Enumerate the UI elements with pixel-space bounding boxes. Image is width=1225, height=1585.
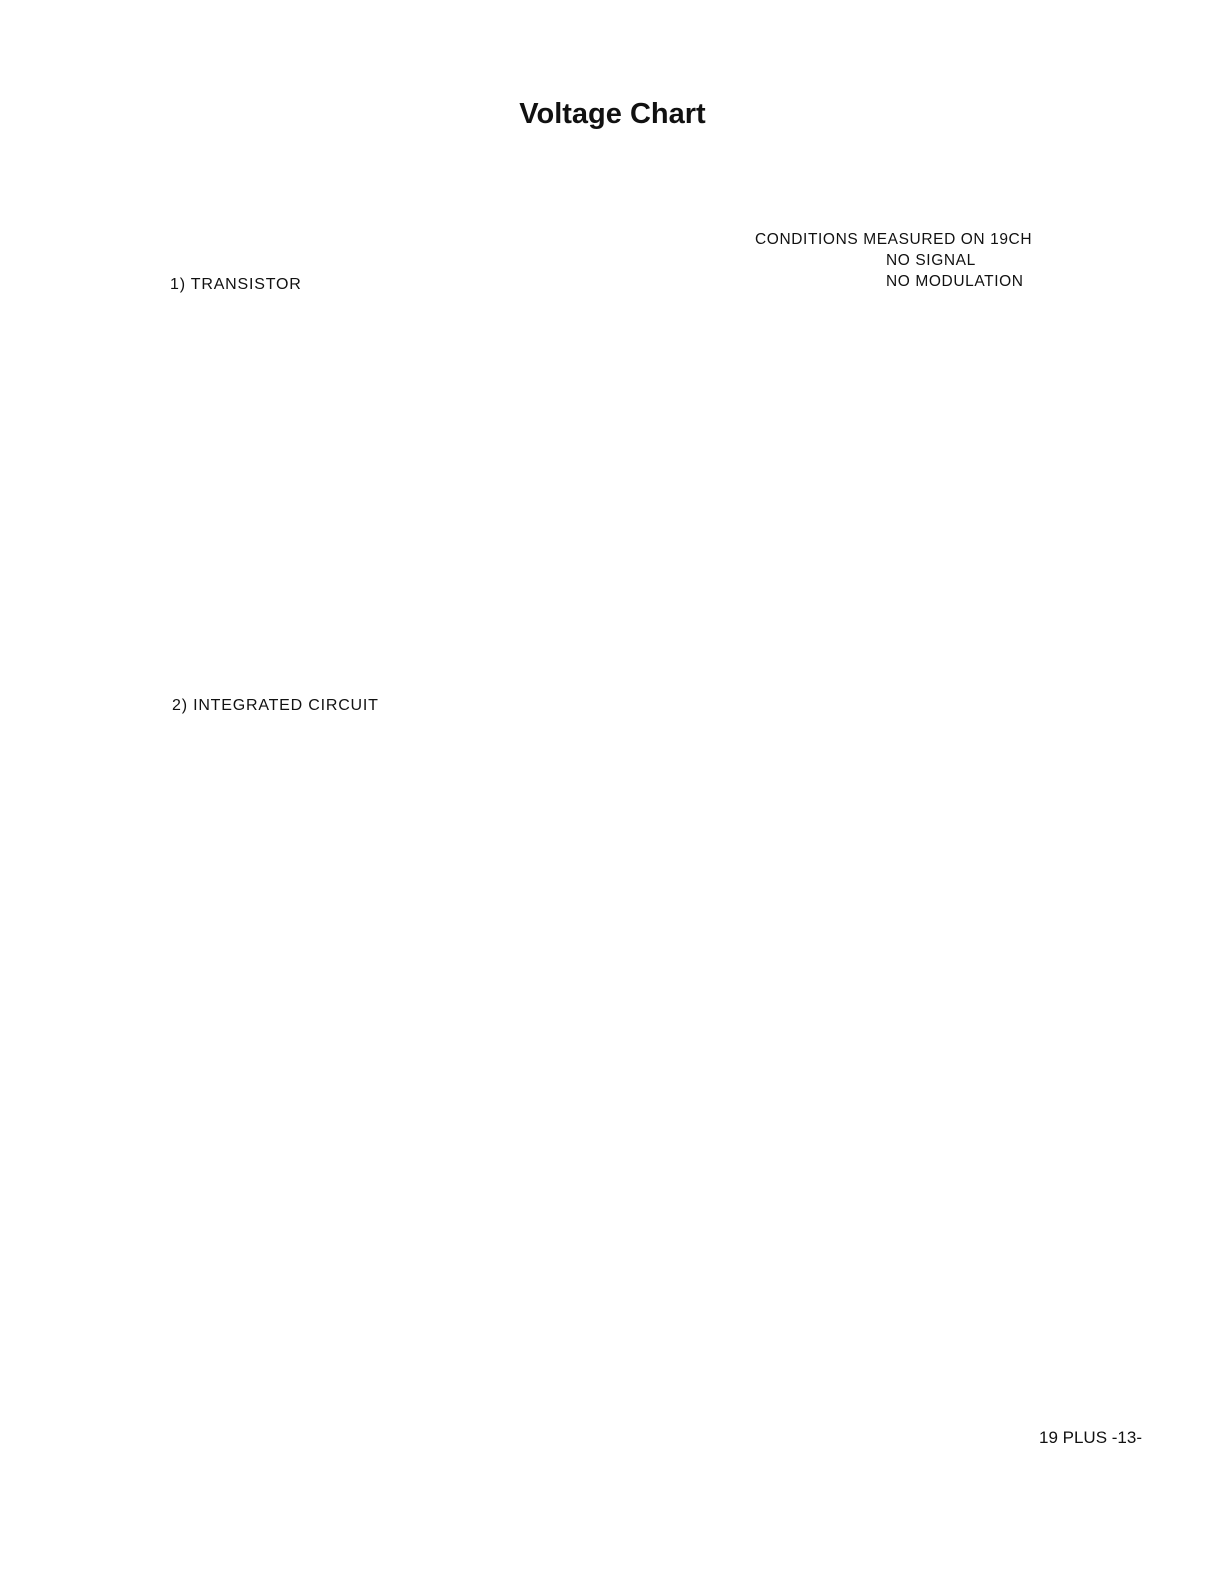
- conditions-line-1: CONDITIONS MEASURED ON 19CH: [755, 231, 1033, 248]
- transistor-heading: 1) TRANSISTOR: [170, 276, 302, 293]
- conditions-line-2: NO SIGNAL: [886, 252, 976, 269]
- conditions-line-3: NO MODULATION: [886, 273, 1024, 290]
- page-footer: 19 PLUS -13-: [1039, 1428, 1142, 1447]
- page-title: Voltage Chart: [519, 98, 706, 130]
- ic-heading: 2) INTEGRATED CIRCUIT: [172, 697, 379, 714]
